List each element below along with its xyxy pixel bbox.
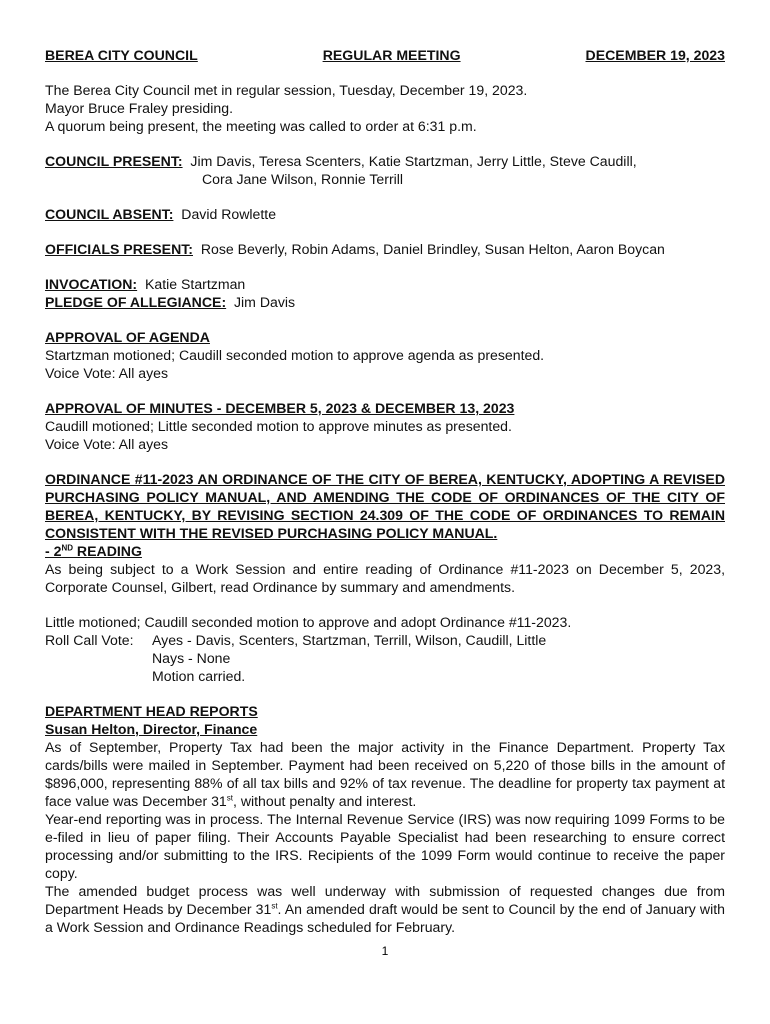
council-present-names: Jim Davis, Teresa Scenters, Katie Startzman, Jerry Little, Steve Caudill, [190,153,637,169]
page-number: 1 [381,944,389,958]
agenda-heading: APPROVAL OF AGENDA [45,329,210,345]
officials-present [45,240,725,258]
council-absent [45,205,725,223]
council-absent-label: COUNCIL ABSENT: [45,206,174,222]
ordinance-motion: Little motioned; Caudill seconded motion to approve and adopt Ordinance #11-2023. [45,614,572,630]
ordinance-reading [45,543,142,559]
invocation-value: Katie Startzman [144,276,246,292]
invocation-label: INVOCATION: [45,276,138,292]
roll-call-vote [45,631,725,649]
roll-call-nays: Nays - None [152,650,231,666]
roll-call-label: Roll Call Vote: [45,632,134,648]
para1-text-end: , without penalty and interest. [232,793,417,809]
intro-line: A quorum being present, the meeting was called to order at 6:31 p.m. [45,118,477,134]
invocation [45,275,725,293]
roll-call-result: Motion carried. [152,668,246,684]
ordinance-title [45,470,725,560]
header-meeting-type: REGULAR MEETING [322,47,461,63]
officials-present-names: Rose Beverly, Robin Adams, Daniel Brindley, Susan Helton, Aaron Boycan [200,241,665,257]
document-header [45,46,725,64]
council-present [45,152,725,170]
ordinance-description: As being subject to a Work Session and entire reading of Ordinance #11-2023 on December 5, 2023, Corporate Counsel, Gilbert, read Ordinance by summary and amendments. [45,561,725,595]
pledge-label: PLEDGE OF ALLEGIANCE: [45,294,227,310]
finance-report-subheading: Susan Helton, Director, Finance [45,721,258,737]
reading-prefix: - 2 [45,543,62,559]
para3-text-end: . An amended draft would be sent to Council by the end of January with a Work Session and Ordinance Readings scheduled for February. [45,901,725,935]
para1-text: As of September, Property Tax had been the major activity in the Finance Department. Property Tax cards/bills were mailed in September. Payment had been received on 5,220 of those bills in the amount of $896,000, representing 88% of all tax bills and 92% of tax revenue. The deadline for property tax payment at face value was December 31 [45,739,725,809]
reading-ordinal: ND [61,543,74,553]
pledge-value: Jim Davis [233,294,296,310]
minutes-vote: Voice Vote: All ayes [45,436,169,452]
agenda-motion: Startzman motioned; Caudill seconded motion to approve agenda as presented. [45,347,545,363]
ordinance-title-text: ORDINANCE #11-2023 AN ORDINANCE OF THE CITY OF BEREA, KENTUCKY, ADOPTING A REVISED PURCHASING POLICY MANUAL, AND AMENDING THE CODE OF ORDINANCES OF THE CITY OF BEREA, KENTUCKY, BY REVISING SECTION 24.309 OF THE CODE OF ORDINANCES TO REMAIN CONSISTENT WITH THE REVISED PURCHASING POLICY MANUAL. [45,471,725,541]
council-present-names-cont: Cora Jane Wilson, Ronnie Terrill [202,171,404,187]
council-absent-names: David Rowlette [181,206,277,222]
reading-suffix: READING [73,543,142,559]
pledge [45,293,725,311]
document-page [45,46,725,936]
finance-report-paragraph [45,882,725,936]
intro-line: Mayor Bruce Fraley presiding. [45,100,233,116]
header-date: DECEMBER 19, 2023 [585,47,725,63]
minutes-motion: Caudill motioned; Little seconded motion to approve minutes as presented. [45,418,512,434]
officials-present-label: OFFICIALS PRESENT: [45,241,193,257]
agenda-vote: Voice Vote: All ayes [45,365,169,381]
minutes-heading: APPROVAL OF MINUTES - DECEMBER 5, 2023 & DECEMBER 13, 2023 [45,400,515,416]
finance-report-paragraph: Year-end reporting was in process. The Internal Revenue Service (IRS) was now requiring 1099 Forms to be e-filed in lieu of paper filing. Their Accounts Payable Specialist had been researching to ensure correct processing and/or submitting to the IRS. Recipients of the 1099 Form would continue to receive the paper copy. [45,811,725,881]
intro-line: The Berea City Council met in regular session, Tuesday, December 19, 2023. [45,82,528,98]
para3-text: The amended budget process was well underway with submission of requested changes due from Department Heads by December 31 [45,883,725,917]
department-reports-heading: DEPARTMENT HEAD REPORTS [45,703,258,719]
roll-call-ayes: Ayes - Davis, Scenters, Startzman, Terrill, Wilson, Caudill, Little [152,632,547,648]
council-present-label: COUNCIL PRESENT: [45,153,183,169]
para3-ordinal: st [271,901,278,911]
finance-report-paragraph [45,738,725,810]
header-council-name: BEREA CITY COUNCIL [45,47,198,63]
para1-ordinal: st [226,793,233,803]
